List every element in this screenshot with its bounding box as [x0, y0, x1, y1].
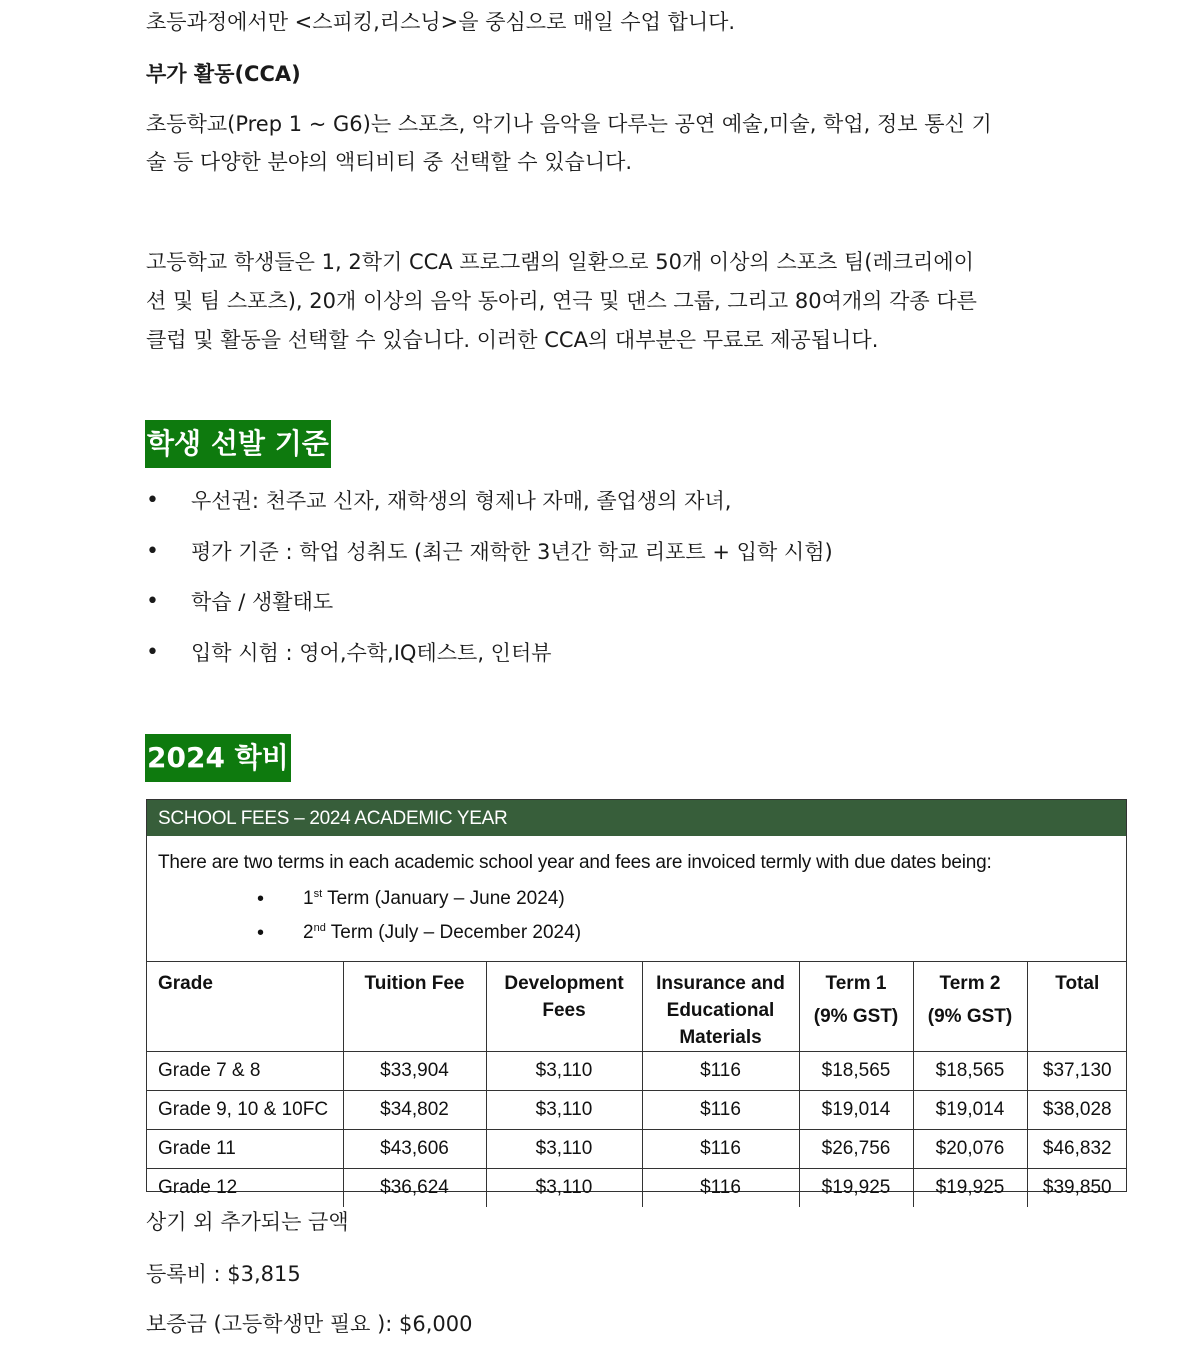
column-header-line: Tuition Fee [364, 973, 465, 994]
table-row [147, 1091, 1127, 1130]
grade-cell: Grade 9, 10 & 10FC [147, 1091, 343, 1130]
column-header-line: Materials [679, 1027, 762, 1048]
fee-cell: $116 [642, 1130, 799, 1169]
grade-cell: Grade 11 [147, 1130, 343, 1169]
term-text: Term (July – December 2024) [325, 922, 582, 943]
column-header [1027, 962, 1127, 1052]
fee-cell: $3,110 [486, 1052, 642, 1091]
fee-box-title: SCHOOL FEES – 2024 ACADEMIC YEAR [147, 800, 1126, 836]
selection-criteria-list [146, 488, 1046, 690]
table-row [147, 1169, 1127, 1208]
term-ordinal: nd [313, 922, 326, 934]
column-header-line: (9% GST) [927, 1006, 1013, 1027]
column-header-line: Insurance and [656, 973, 785, 994]
column-header-line: Development [504, 973, 624, 994]
intro-line: 초등과정에서만 <스피킹,리스닝>을 중심으로 매일 수업 합니다. [146, 10, 736, 34]
fee-cell: $116 [642, 1169, 799, 1208]
bullet-icon: • [257, 888, 265, 910]
fee-cell: $43,606 [343, 1130, 486, 1169]
column-header [642, 962, 799, 1052]
fee-cell: $19,925 [913, 1169, 1027, 1208]
column-header-line: Total [1055, 973, 1100, 994]
fee-cell: $19,014 [913, 1091, 1027, 1130]
fee-cell: $18,565 [913, 1052, 1027, 1091]
column-header [486, 962, 642, 1052]
term-ordinal: st [313, 888, 323, 900]
cca-paragraph-2-line-1: 고등학교 학생들은 1, 2학기 CCA 프로그램의 일환으로 50개 이상의 스포츠 팀(레크리에이 [146, 250, 974, 274]
grade-cell: Grade 7 & 8 [147, 1052, 343, 1091]
column-header [799, 962, 913, 1052]
fee-cell: $26,756 [799, 1130, 913, 1169]
column-header [147, 962, 343, 1052]
table-body [147, 1052, 1127, 1208]
fees-table [147, 962, 1127, 1207]
column-header-line: Term 2 [939, 973, 1001, 994]
cca-paragraph-2-line-3: 클럽 및 활동을 선택할 수 있습니다. 이러한 CCA의 대부분은 무료로 제공됩니다. [146, 328, 879, 352]
fee-intro-text: There are two terms in each academic school year and fees are invoiced termly with due dates being: [158, 852, 992, 873]
deposit-fee: 보증금 (고등학생만 필요 ): $6,000 [146, 1312, 473, 1336]
fee-cell: $46,832 [1027, 1130, 1127, 1169]
cca-paragraph-1-line-2: 술 등 다양한 분야의 액티비티 중 선택할 수 있습니다. [146, 150, 633, 174]
fee-cell: $34,802 [343, 1091, 486, 1130]
selection-heading: 학생 선발 기준 [145, 420, 331, 468]
bullet-icon: • [257, 922, 265, 944]
table-row [147, 1130, 1127, 1169]
list-item: • 학습 / 생활태도 [146, 589, 1046, 640]
fee-cell: $3,110 [486, 1169, 642, 1208]
cca-paragraph-1-line-1: 초등학교(Prep 1 ~ G6)는 스포츠, 악기나 음악을 다루는 공연 예술,미술, 학업, 정보 통신 기 [146, 112, 992, 136]
column-header-line: (9% GST) [813, 1006, 899, 1027]
cca-heading: 부가 활동(CCA) [146, 62, 301, 86]
column-header-line: Educational [666, 1000, 775, 1021]
term-2-item [257, 922, 582, 944]
fee-cell: $33,904 [343, 1052, 486, 1091]
grade-cell: Grade 12 [147, 1169, 343, 1208]
list-item: • 평가 기준 : 학업 성취도 (최근 재학한 3년간 학교 리포트 + 입학 시험) [146, 539, 1046, 590]
fee-cell: $36,624 [343, 1169, 486, 1208]
column-header-line: Term 1 [825, 973, 887, 994]
table-row [147, 1052, 1127, 1091]
cca-paragraph-2-line-2: 션 및 팀 스포츠), 20개 이상의 음악 동아리, 연극 및 댄스 그룹, 그리고 80여개의 각종 다른 [146, 289, 977, 313]
list-item: • 입학 시험 : 영어,수학,IQ테스트, 인터뷰 [146, 640, 1046, 691]
term-text: Term (January – June 2024) [322, 888, 565, 909]
list-item: • 우선권: 천주교 신자, 재학생의 형제나 자매, 졸업생의 자녀, [146, 488, 1046, 539]
registration-fee: 등록비 : $3,815 [146, 1262, 301, 1286]
fee-intro [147, 836, 1126, 962]
column-header [343, 962, 486, 1052]
extra-fees-title: 상기 외 추가되는 금액 [146, 1210, 349, 1234]
fee-cell: $116 [642, 1091, 799, 1130]
fee-cell: $19,014 [799, 1091, 913, 1130]
fee-cell: $37,130 [1027, 1052, 1127, 1091]
column-header-line: Fees [542, 1000, 586, 1021]
column-header-line: Grade [158, 973, 213, 994]
term-number: 1 [303, 888, 314, 909]
fee-cell: $38,028 [1027, 1091, 1127, 1130]
fee-cell: $3,110 [486, 1130, 642, 1169]
term-1-item [257, 888, 565, 910]
school-fees-box [146, 799, 1127, 1198]
column-header [913, 962, 1027, 1052]
fee-cell: $20,076 [913, 1130, 1027, 1169]
fee-cell: $3,110 [486, 1091, 642, 1130]
fee-cell: $116 [642, 1052, 799, 1091]
fee-cell: $39,850 [1042, 1177, 1112, 1198]
term-number: 2 [303, 922, 314, 943]
table-header-row [147, 962, 1127, 1052]
fee-cell: $18,565 [799, 1052, 913, 1091]
fee-cell: $19,925 [799, 1169, 913, 1208]
fees-heading: 2024 학비 [145, 734, 291, 782]
